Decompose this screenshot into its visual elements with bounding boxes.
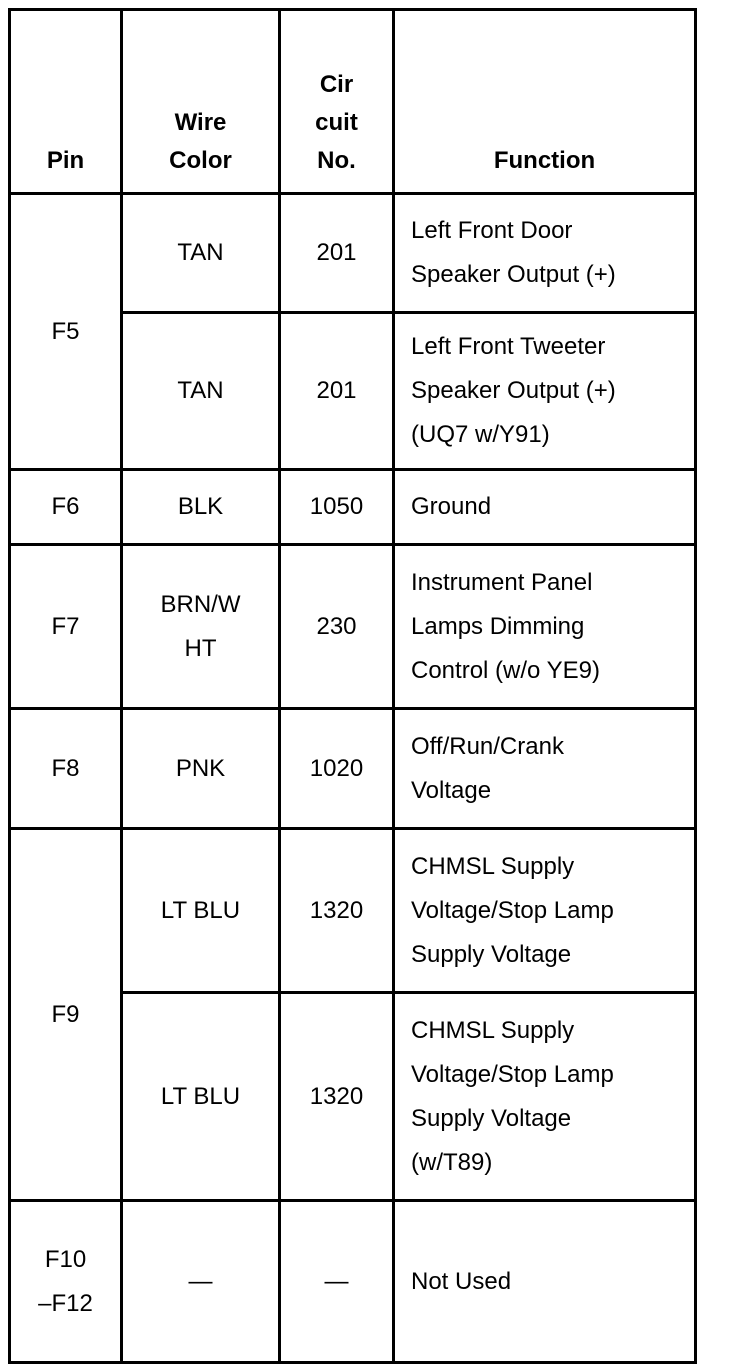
table-row <box>10 194 696 313</box>
function-cell: Ground <box>394 470 696 545</box>
circuit-cell: 1320 <box>280 993 394 1201</box>
function-cell: Off/Run/Crank Voltage <box>394 709 696 829</box>
wire-color-cell: LT BLU <box>122 993 280 1201</box>
pin-cell: F9 <box>10 829 122 1201</box>
function-cell: Left Front Door Speaker Output (+) <box>394 194 696 313</box>
pin-cell: F6 <box>10 470 122 545</box>
pin-cell: F8 <box>10 709 122 829</box>
circuit-cell: 201 <box>280 194 394 313</box>
circuit-cell: 1320 <box>280 829 394 993</box>
pin-cell: F7 <box>10 545 122 709</box>
pin-cell: F5 <box>10 194 122 470</box>
pin-cell: F10 –F12 <box>10 1201 122 1363</box>
header-function: Function <box>394 10 696 194</box>
table-row <box>10 470 696 545</box>
circuit-cell: 201 <box>280 313 394 470</box>
header-circuit-no: Cir cuit No. <box>280 10 394 194</box>
circuit-cell: — <box>280 1201 394 1363</box>
wire-color-cell: LT BLU <box>122 829 280 993</box>
wire-color-cell: BLK <box>122 470 280 545</box>
connector-pin-table <box>8 8 697 1364</box>
wire-color-cell: PNK <box>122 709 280 829</box>
function-cell: Not Used <box>394 1201 696 1363</box>
wire-color-cell: TAN <box>122 194 280 313</box>
function-cell: Left Front Tweeter Speaker Output (+) (UQ7 w/Y91) <box>394 313 696 470</box>
table-row <box>10 1201 696 1363</box>
circuit-cell: 1020 <box>280 709 394 829</box>
wire-color-cell: BRN/W HT <box>122 545 280 709</box>
header-pin: Pin <box>10 10 122 194</box>
circuit-cell: 1050 <box>280 470 394 545</box>
function-cell: CHMSL Supply Voltage/Stop Lamp Supply Voltage (w/T89) <box>394 993 696 1201</box>
function-cell: CHMSL Supply Voltage/Stop Lamp Supply Voltage <box>394 829 696 993</box>
header-wire-color: Wire Color <box>122 10 280 194</box>
table-row <box>10 709 696 829</box>
table-row <box>10 545 696 709</box>
wire-color-cell: — <box>122 1201 280 1363</box>
wire-color-cell: TAN <box>122 313 280 470</box>
function-cell: Instrument Panel Lamps Dimming Control (w/o YE9) <box>394 545 696 709</box>
circuit-cell: 230 <box>280 545 394 709</box>
header-row <box>10 10 696 194</box>
table-row <box>10 829 696 993</box>
